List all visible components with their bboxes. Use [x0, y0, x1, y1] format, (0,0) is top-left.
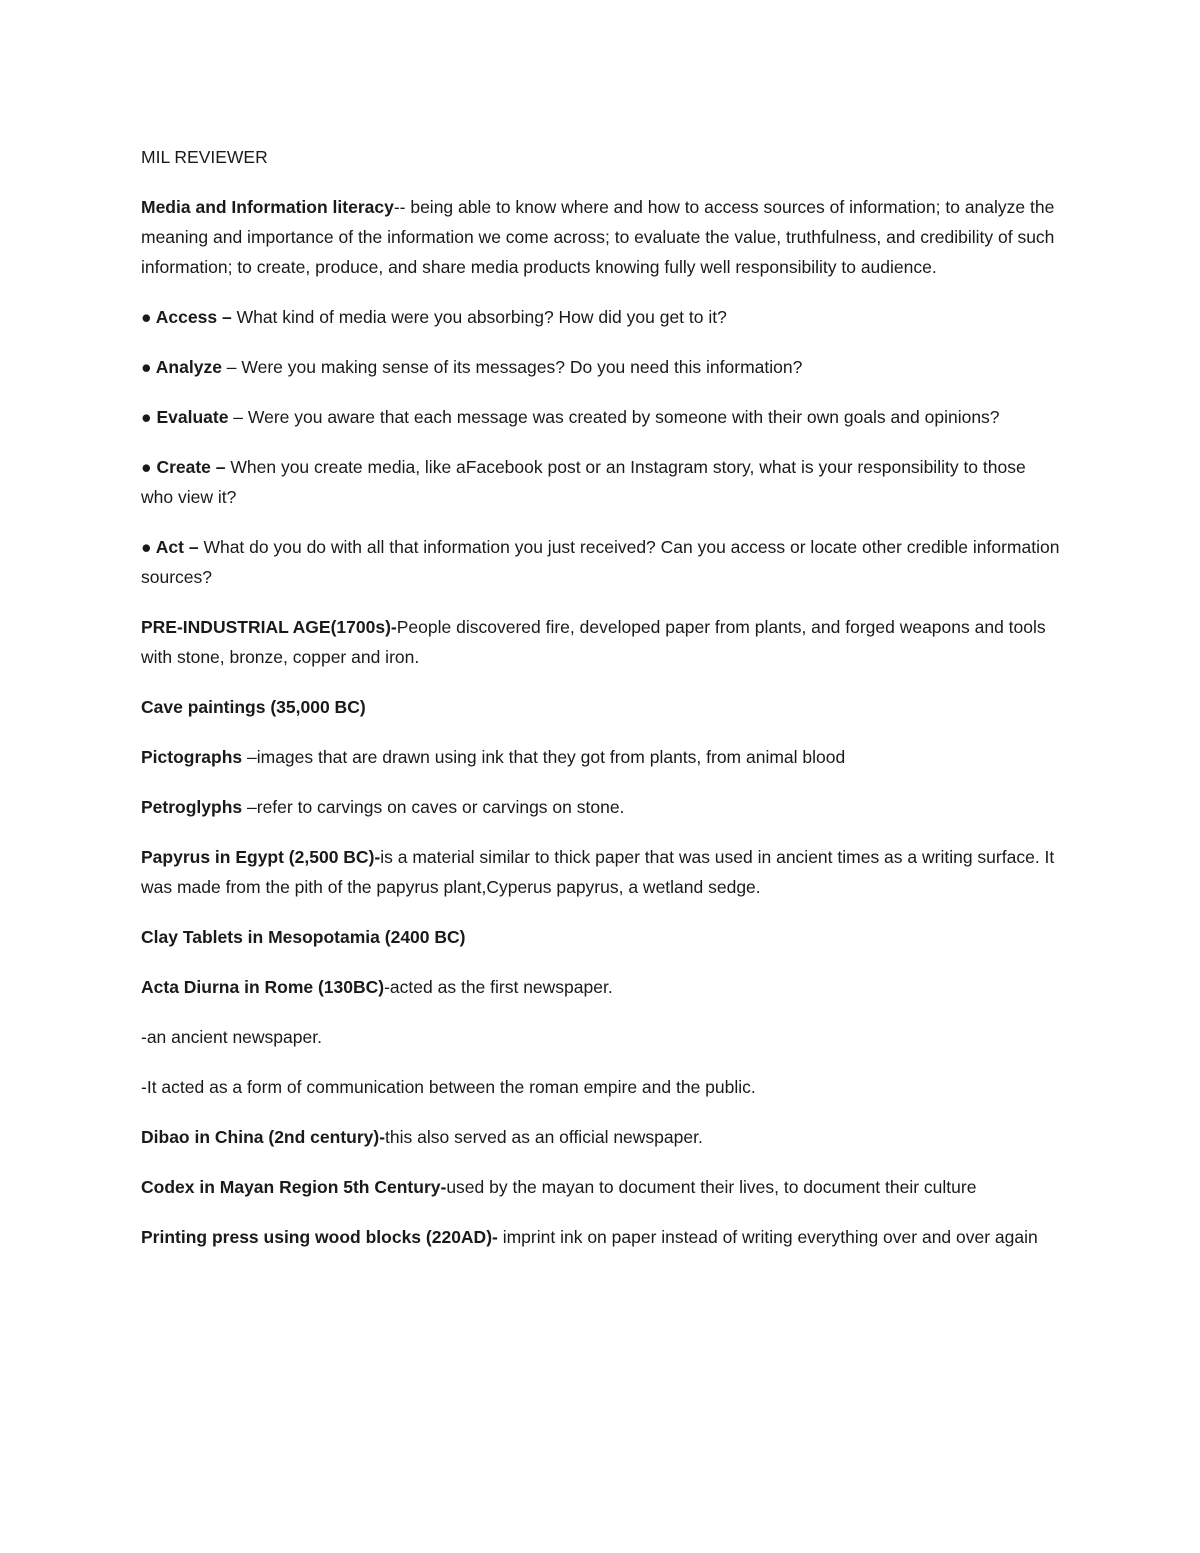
- term: Act –: [151, 537, 204, 557]
- term: Cave paintings (35,000 BC): [141, 697, 366, 717]
- definition: –images that are drawn using ink that they got from plants, from animal blood: [242, 747, 846, 767]
- term: Papyrus in Egypt (2,500 BC)-: [141, 847, 381, 867]
- definition: What kind of media were you absorbing? How did you get to it?: [236, 307, 727, 327]
- bullet-icon: ●: [141, 307, 152, 327]
- paragraph-cave-paintings: [141, 692, 1061, 722]
- paragraph-pre-industrial-age: [141, 612, 1061, 672]
- paragraph-printing-press: [141, 1222, 1061, 1252]
- bullet-create: [141, 452, 1061, 512]
- definition: this also served as an official newspaper.: [385, 1127, 703, 1147]
- term: Codex in Mayan Region 5th Century-: [141, 1177, 447, 1197]
- term: Clay Tablets in Mesopotamia (2400 BC): [141, 927, 466, 947]
- bullet-access: [141, 302, 1061, 332]
- bullet-icon: ●: [141, 537, 152, 557]
- paragraph-communication: [141, 1072, 1061, 1102]
- definition: What do you do with all that information you just received? Can you access or locate other credible information sources?: [141, 537, 1060, 587]
- definition: -It acted as a form of communication between the roman empire and the public.: [141, 1077, 756, 1097]
- bullet-icon: ●: [141, 457, 152, 477]
- paragraph-clay-tablets: [141, 922, 1061, 952]
- bullet-icon: ●: [141, 407, 152, 427]
- paragraph-acta-diurna: [141, 972, 1061, 1002]
- term: Acta Diurna in Rome (130BC): [141, 977, 385, 997]
- term: Pictographs: [141, 747, 243, 767]
- paragraph-mil-definition: [141, 192, 1061, 282]
- paragraph-papyrus: [141, 842, 1061, 902]
- definition: When you create media, like aFacebook post or an Instagram story, what is your responsibility to those who view it?: [141, 457, 1026, 507]
- term: PRE-INDUSTRIAL AGE(1700s)-: [141, 617, 397, 637]
- term: Media and Information literacy: [141, 197, 394, 217]
- definition: -- being able to know where and how to access sources of information; to analyze the meaning and importance of the information we come across; to evaluate the value, truthfulness, and credibility of such information; to create, produce, and share media products knowing fully well responsibility to audience.: [141, 197, 1055, 277]
- term: Dibao in China (2nd century)-: [141, 1127, 386, 1147]
- term: Printing press using wood blocks (220AD)-: [141, 1227, 498, 1247]
- term: Evaluate: [151, 407, 229, 427]
- bullet-act: [141, 532, 1061, 592]
- paragraph-dibao: [141, 1122, 1061, 1152]
- bullet-icon: ●: [141, 357, 152, 377]
- term: Create –: [151, 457, 231, 477]
- document-title: MIL REVIEWER: [141, 147, 268, 167]
- bullet-analyze: [141, 352, 1061, 382]
- term: Petroglyphs: [141, 797, 243, 817]
- paragraph-ancient-newspaper: [141, 1022, 1061, 1052]
- definition: People discovered fire, developed paper from plants, and forged weapons and tools with stone, bronze, copper and iron.: [141, 617, 1046, 667]
- bullet-evaluate: [141, 402, 1061, 432]
- paragraph-codex: [141, 1172, 1061, 1202]
- term: Analyze: [151, 357, 222, 377]
- definition: -acted as the first newspaper.: [384, 977, 613, 997]
- paragraph-petroglyphs: [141, 792, 1061, 822]
- definition: –refer to carvings on caves or carvings on stone.: [242, 797, 625, 817]
- definition: is a material similar to thick paper that was used in ancient times as a writing surface. It was made from the pith of the papyrus plant,Cyperus papyrus, a wetland sedge.: [141, 847, 1055, 897]
- paragraph-pictographs: [141, 742, 1061, 772]
- definition: imprint ink on paper instead of writing everything over and over again: [497, 1227, 1038, 1247]
- term: Access –: [151, 307, 237, 327]
- definition: used by the mayan to document their lives, to document their culture: [446, 1177, 977, 1197]
- definition: – Were you making sense of its messages? Do you need this information?: [221, 357, 803, 377]
- definition: -an ancient newspaper.: [141, 1027, 322, 1047]
- document-page: [141, 142, 1061, 1272]
- definition: – Were you aware that each message was created by someone with their own goals and opinions?: [228, 407, 1000, 427]
